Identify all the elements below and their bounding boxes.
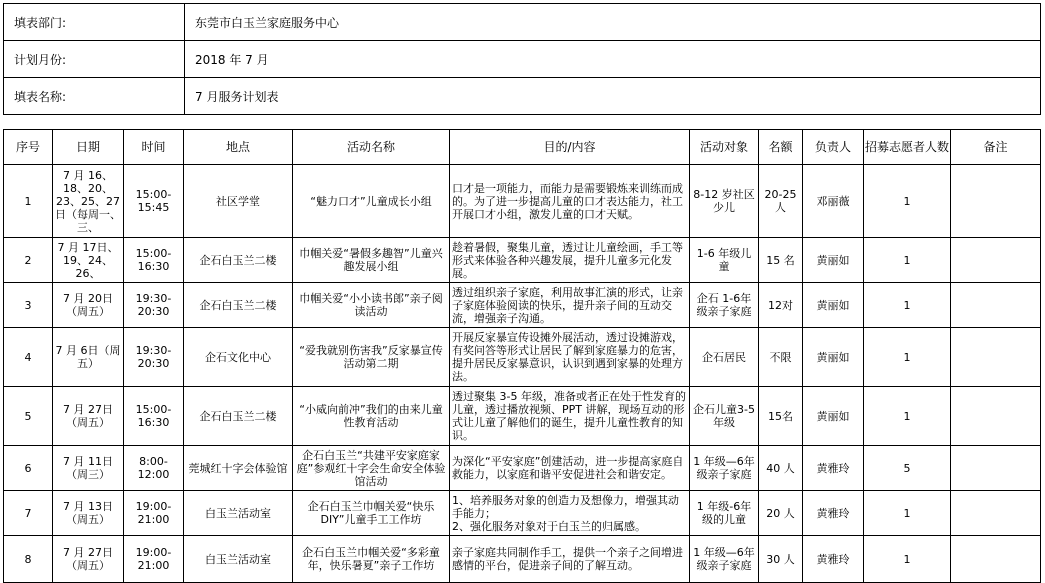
month-label: 计划月份: [4,41,185,78]
cell-time-text: 15:00-15:45 [135,188,172,214]
cell-time [124,283,184,328]
cell-no-text: 2 [24,253,32,267]
cell-place-text: 莞城红十字会体验馆 [188,461,288,475]
cell-target-text: 8-12 岁社区少儿 [693,188,755,214]
cell-place [184,283,293,328]
cell-leader-text: 黄丽如 [816,350,850,364]
table-row [4,283,1041,328]
cell-no-text: 6 [24,461,32,475]
cell-time [124,238,184,283]
cell-remark [951,446,1041,491]
cell-time-text: 19:00-21:00 [135,500,172,526]
cell-volunteers [864,328,951,387]
cell-remark [951,491,1041,536]
cell-leader-text: 黄雅玲 [816,461,850,475]
cell-purpose-text: 透过组织亲子家庭，利用故事汇演的形式，让亲子家庭体验阅读的快乐，提升亲子间的互动交流，增强亲子沟通。 [452,285,683,325]
cell-time-text: 19:30-20:30 [135,292,172,318]
cell-no [4,491,53,536]
cell-leader-text: 黄雅玲 [816,552,850,566]
cell-time [124,165,184,238]
cell-purpose [450,387,690,446]
cell-volunteers-text: 1 [903,298,911,312]
cell-remark [951,536,1041,583]
cell-target-text: 企石居民 [702,350,746,364]
cell-leader [803,446,864,491]
cell-target [690,491,759,536]
cell-date [53,387,124,446]
cell-target [690,328,759,387]
cell-activity-name [293,238,450,283]
col-header-volunteers: 招募志愿者人数 [864,130,951,165]
cell-time-text: 8:00-12:00 [137,455,170,481]
cell-place-text: 企石文化中心 [205,350,271,364]
cell-volunteers [864,387,951,446]
cell-place [184,165,293,238]
name-value: 7 月服务计划表 [185,78,1041,115]
cell-time [124,387,184,446]
cell-date [53,491,124,536]
cell-place [184,387,293,446]
cell-place [184,491,293,536]
cell-time [124,328,184,387]
table-row [4,387,1041,446]
cell-time-text: 19:00-21:00 [135,546,172,572]
cell-quota-text: 20 人 [766,506,795,520]
cell-purpose-text: 亲子家庭共同制作手工，提供一个亲子之间增进感情的平台，促进亲子间的了解互动。 [452,546,683,572]
cell-volunteers-text: 1 [903,350,911,364]
cell-date [53,165,124,238]
cell-date-text: 7 月 20日（周五） [63,292,113,318]
cell-remark [951,238,1041,283]
cell-no-text: 8 [24,552,32,566]
cell-place [184,446,293,491]
cell-no [4,238,53,283]
cell-time [124,446,184,491]
table-body [4,165,1041,583]
cell-target-text: 1 年级-6年级的儿童 [696,500,752,526]
cell-no-text: 3 [24,298,32,312]
cell-target-text: 企石儿童3-5 年级 [693,403,755,429]
cell-leader-text: 黄雅玲 [816,506,850,520]
table-header-row [4,130,1041,165]
cell-leader-text: 黄丽如 [816,253,850,267]
cell-activity-name [293,283,450,328]
cell-volunteers [864,446,951,491]
cell-place-text: 社区学堂 [216,194,260,208]
cell-date-text: 7 月 16、18、20、23、25、27日（每周一、三、 [55,168,121,234]
cell-volunteers-text: 1 [903,506,911,520]
cell-purpose-text: 为深化“平安家庭”创建活动，进一步提高家庭自救能力，以家庭和谐平安促进社会和谐安定。 [452,455,684,481]
cell-remark [951,283,1041,328]
col-header-target: 活动对象 [690,130,759,165]
cell-place-text: 企石白玉兰二楼 [199,253,277,267]
cell-leader [803,491,864,536]
cell-date-text: 7 月 11日（周三） [63,455,113,481]
cell-date-text: 7 月 27日（周五） [63,403,113,429]
cell-quota [759,536,803,583]
cell-leader [803,283,864,328]
cell-target-text: 1-6 年级儿童 [696,247,752,273]
month-value: 2018 年 7 月 [185,41,1041,78]
cell-activity-name [293,491,450,536]
col-header-no: 序号 [4,130,53,165]
cell-activity-name [293,387,450,446]
cell-quota-text: 15 名 [766,253,795,267]
cell-date [53,283,124,328]
cell-date-text: 7 月 13日（周五） [63,500,113,526]
cell-no [4,283,53,328]
cell-activity-name [293,536,450,583]
cell-volunteers [864,536,951,583]
service-plan-table [3,129,1041,583]
cell-place-text: 企石白玉兰二楼 [199,409,277,423]
cell-leader [803,536,864,583]
cell-target [690,238,759,283]
cell-place-text: 白玉兰活动室 [205,506,271,520]
cell-quota-text: 不限 [769,350,792,364]
cell-date-text: 7 月 6日（周五） [55,344,121,370]
cell-activity-name [293,165,450,238]
cell-leader [803,328,864,387]
cell-time-text: 15:00-16:30 [135,403,172,429]
cell-quota [759,328,803,387]
cell-date [53,536,124,583]
cell-volunteers [864,165,951,238]
cell-place-text: 白玉兰活动室 [205,552,271,566]
cell-activity-name-text: 企石白玉兰巾帼关爱“多彩童年，快乐暑夏”亲子工作坊 [302,546,440,572]
cell-purpose-text: 口才是一项能力，而能力是需要锻炼来训练而成的。为了进一步提高儿童的口才表达能力，社工开展口才小组，激发儿童的口才天赋。 [452,181,683,221]
cell-no-text: 7 [24,506,32,520]
cell-remark [951,328,1041,387]
cell-place [184,328,293,387]
cell-purpose [450,446,690,491]
cell-no [4,387,53,446]
col-header-activity: 活动名称 [293,130,450,165]
table-row [4,328,1041,387]
cell-target-text: 企石 1-6年级亲子家庭 [696,292,752,318]
cell-no [4,165,53,238]
table-row [4,446,1041,491]
col-header-time: 时间 [124,130,184,165]
cell-quota-text: 20-25人 [764,188,797,214]
table-row [4,536,1041,583]
cell-leader [803,165,864,238]
cell-leader-text: 黄丽如 [816,409,850,423]
cell-quota [759,165,803,238]
cell-volunteers-text: 1 [903,409,911,423]
cell-quota [759,283,803,328]
cell-purpose [450,328,690,387]
cell-no-text: 1 [24,194,32,208]
col-header-remark: 备注 [951,130,1041,165]
cell-target [690,165,759,238]
cell-no [4,536,53,583]
cell-activity-name-text: “魅力口才”儿童成长小组 [310,194,432,208]
cell-activity-name [293,446,450,491]
table-row [4,491,1041,536]
cell-leader-text: 邓丽薇 [816,194,850,208]
cell-remark [951,387,1041,446]
cell-quota [759,446,803,491]
cell-date [53,238,124,283]
cell-no-text: 4 [24,350,32,364]
cell-date [53,328,124,387]
cell-time [124,491,184,536]
cell-purpose [450,536,690,583]
cell-purpose-text: 趁着暑假，聚集儿童，透过让儿童绘画，手工等形式来体验各种兴趣发展，提升儿童多元化发展。 [452,240,683,280]
cell-volunteers-text: 1 [903,552,911,566]
cell-place [184,536,293,583]
cell-activity-name [293,328,450,387]
unit-label: 填表部门: [4,4,185,41]
cell-quota [759,387,803,446]
cell-place-text: 企石白玉兰二楼 [199,298,277,312]
cell-no [4,328,53,387]
cell-purpose [450,283,690,328]
cell-purpose-text: 开展反家暴宣传设摊外展活动，透过设摊游戏，有奖问答等形式让居民了解到家庭暴力的危害，提升居民反家暴意识，认识到遇到家暴的处理方法。 [452,331,683,383]
cell-activity-name-text: “小威向前冲”我们的由来儿童性教育活动 [299,403,443,429]
cell-target-text: 1 年级—6年级亲子家庭 [693,455,755,481]
cell-purpose-text: 1、培养服务对象的创造力及想像力，增强其动手能力； 2、强化服务对象对于白玉兰的归属感。 [452,493,679,533]
cell-volunteers [864,491,951,536]
cell-activity-name-text: 巾帼关爱“小小读书郎”亲子阅读活动 [299,292,443,318]
cell-volunteers-text: 1 [903,253,911,267]
cell-activity-name-text: 企石白玉兰巾帼关爱“快乐 DIY”儿童手工工作坊 [307,500,435,526]
cell-target [690,387,759,446]
cell-target-text: 1 年级—6年级亲子家庭 [693,546,755,572]
cell-volunteers-text: 5 [903,461,911,475]
cell-volunteers [864,283,951,328]
cell-date-text: 7 月 27日（周五） [63,546,113,572]
unit-value: 东莞市白玉兰家庭服务中心 [185,4,1041,41]
col-header-quota: 名额 [759,130,803,165]
table-row [4,238,1041,283]
cell-time-text: 19:30-20:30 [135,344,172,370]
cell-date [53,446,124,491]
cell-leader [803,238,864,283]
info-row-month [4,41,1041,78]
cell-quota-text: 40 人 [766,461,795,475]
cell-target [690,536,759,583]
cell-activity-name-text: “爱我就别伤害我”反家暴宣传活动第二期 [299,344,443,370]
name-label: 填表名称: [4,78,185,115]
col-header-date: 日期 [53,130,124,165]
cell-purpose [450,238,690,283]
table-row [4,165,1041,238]
cell-activity-name-text: 企石白玉兰“共建平安家庭家庭”参观红十字会生命安全体验馆活动 [296,448,446,488]
cell-quota-text: 15名 [768,409,793,423]
cell-quota-text: 30 人 [766,552,795,566]
cell-quota [759,491,803,536]
cell-time [124,536,184,583]
col-header-purpose: 目的/内容 [450,130,690,165]
cell-volunteers-text: 1 [903,194,911,208]
cell-leader-text: 黄丽如 [816,298,850,312]
cell-leader [803,387,864,446]
cell-target [690,446,759,491]
info-row-name [4,78,1041,115]
info-row-unit [4,4,1041,41]
cell-quota-text: 12对 [768,298,793,312]
col-header-leader: 负责人 [803,130,864,165]
info-header-table [3,3,1041,115]
cell-quota [759,238,803,283]
cell-purpose [450,165,690,238]
col-header-place: 地点 [184,130,293,165]
cell-volunteers [864,238,951,283]
cell-activity-name-text: 巾帼关爱“暑假多趣智”儿童兴趣发展小组 [299,247,443,273]
cell-no [4,446,53,491]
cell-time-text: 15:00-16:30 [135,247,172,273]
cell-remark [951,165,1041,238]
cell-purpose [450,491,690,536]
cell-target [690,283,759,328]
cell-purpose-text: 透过聚集 3-5 年级，准备或者正在处于性发育的儿童，透过播放视频、PPT 讲解，现场互动的形式让儿童了解他们的诞生，提升儿童性教育的知识。 [452,390,686,442]
cell-no-text: 5 [24,409,32,423]
cell-place [184,238,293,283]
cell-date-text: 7 月 17日、19、24、26、 [57,240,119,280]
